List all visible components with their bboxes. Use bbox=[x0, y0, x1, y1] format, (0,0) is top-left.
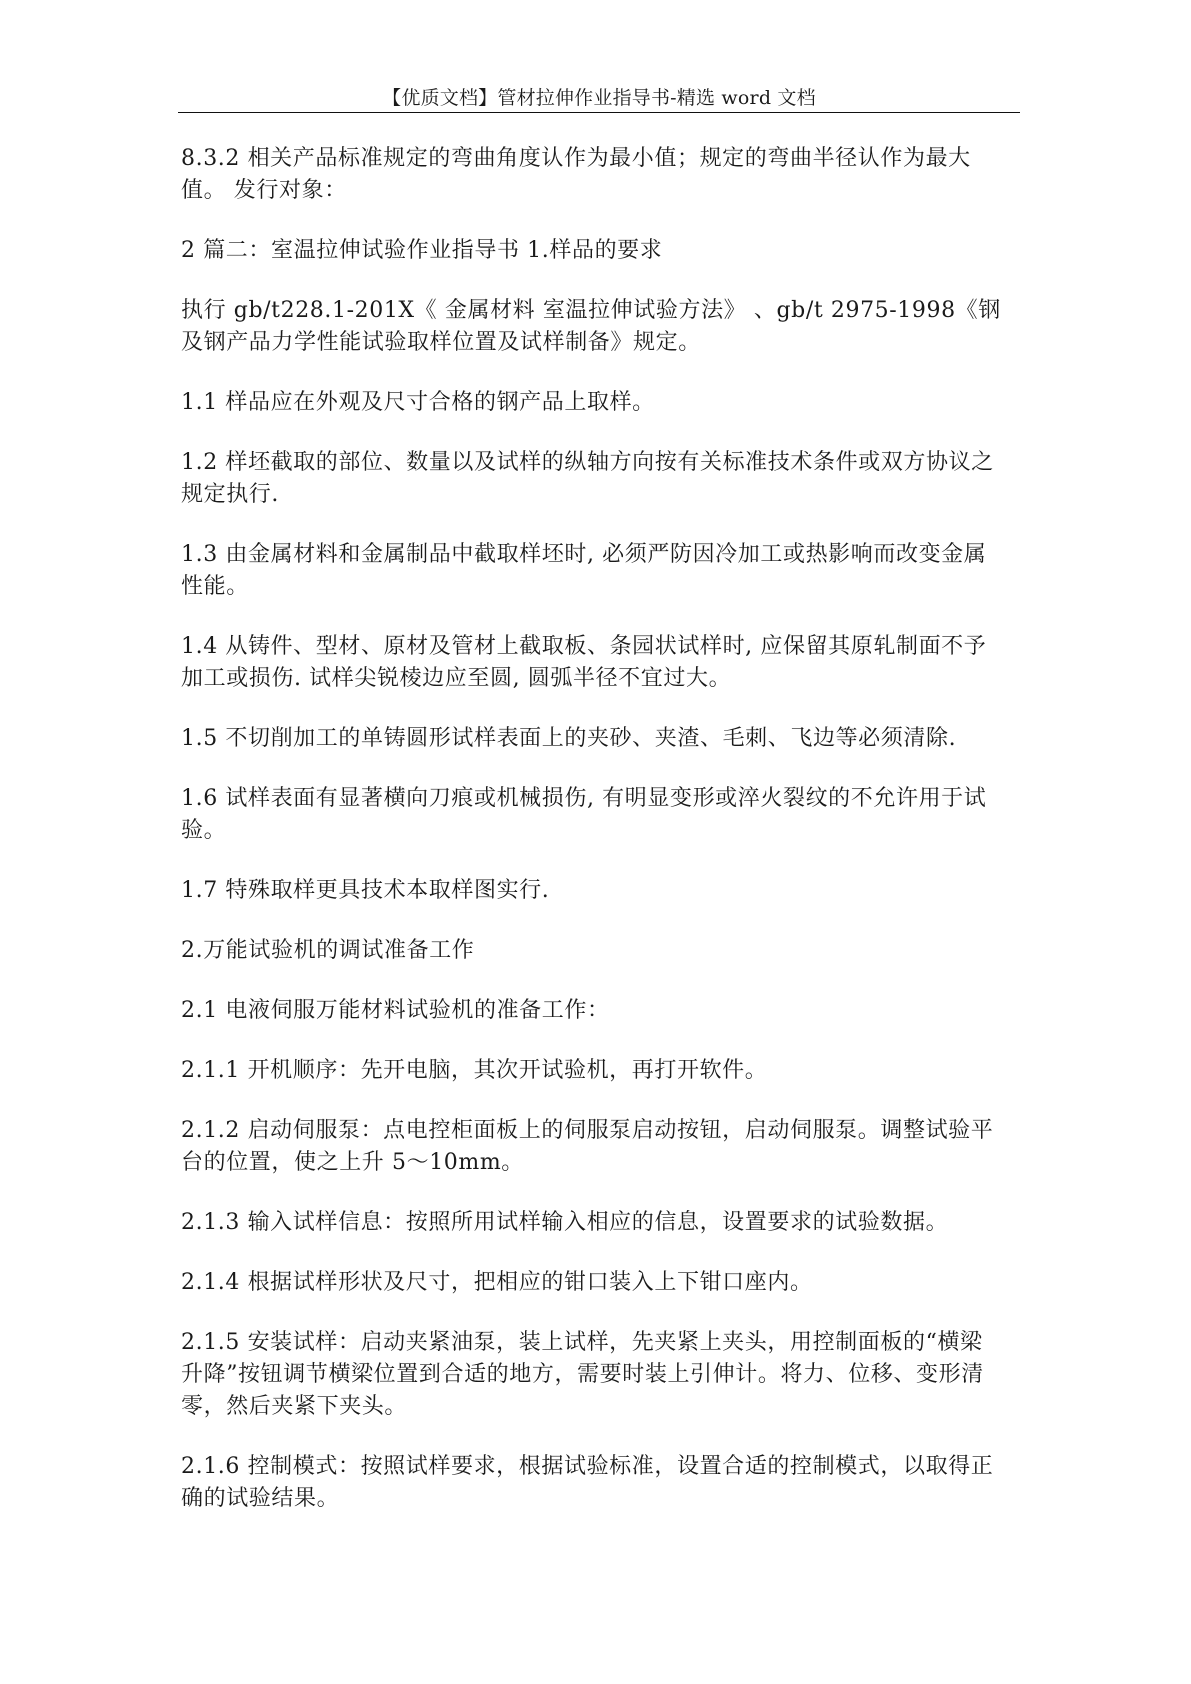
paragraph: 1.2 样坯截取的部位、数量以及试样的纵轴方向按有关标准技术条件或双方协议之规定执行. bbox=[181, 450, 994, 507]
paragraph: 1.3 由金属材料和金属制品中截取样坯时, 必须严防因冷加工或热影响而改变金属性能。 bbox=[181, 542, 987, 599]
paragraph: 2 篇二：室温拉伸试验作业指导书 1.样品的要求 bbox=[181, 238, 663, 263]
paragraph: 2.1.2 启动伺服泵：点电控柜面板上的伺服泵启动按钮，启动伺服泵。调整试验平台的位置，使之上升 5～10mm。 bbox=[181, 1118, 994, 1175]
paragraph: 1.7 特殊取样更具技术本取样图实行. bbox=[181, 878, 550, 903]
paragraph: 1.4 从铸件、型材、原材及管材上截取板、条园状试样时, 应保留其原轧制面不予加工或损伤. 试样尖锐棱边应至圆, 圆弧半径不宜过大。 bbox=[181, 634, 987, 691]
paragraph: 2.1.1 开机顺序：先开电脑，其次开试验机，再打开软件。 bbox=[181, 1058, 768, 1083]
paragraph: 2.1.3 输入试样信息：按照所用试样输入相应的信息，设置要求的试验数据。 bbox=[181, 1210, 949, 1235]
paragraph: 2.1 电液伺服万能材料试验机的准备工作： bbox=[181, 998, 610, 1023]
paragraph: 1.6 试样表面有显著横向刀痕或机械损伤, 有明显变形或淬火裂纹的不允许用于试验。 bbox=[181, 786, 987, 843]
paragraph: 2.万能试验机的调试准备工作 bbox=[181, 938, 475, 963]
paragraph: 1.1 样品应在外观及尺寸合格的钢产品上取样。 bbox=[181, 390, 655, 415]
page-header: 【优质文档】管材拉伸作业指导书-精选 word 文档 bbox=[178, 88, 1020, 113]
paragraph: 执行 gb/t228.1-201X《 金属材料 室温拉伸试验方法》 、gb/t 2975-1998《钢及钢产品力学性能试验取样位置及试样制备》规定。 bbox=[181, 298, 1001, 355]
paragraph: 1.5 不切削加工的单铸圆形试样表面上的夹砂、夹渣、毛刺、飞边等必须清除. bbox=[181, 726, 957, 751]
paragraph: 2.1.5 安装试样：启动夹紧油泵，装上试样，先夹紧上夹头，用控制面板的“横梁升降”按钮调节横梁位置到合适的地方，需要时装上引伸计。将力、位移、变形清零，然后夹紧下夹头。 bbox=[181, 1330, 984, 1419]
document-body bbox=[181, 143, 1001, 1543]
paragraph: 8.3.2 相关产品标准规定的弯曲角度认作为最小值；规定的弯曲半径认作为最大值。 发行对象： bbox=[181, 146, 971, 203]
paragraph: 2.1.6 控制模式：按照试样要求，根据试验标准，设置合适的控制模式，以取得正确的试验结果。 bbox=[181, 1454, 994, 1511]
paragraph: 2.1.4 根据试样形状及尺寸，把相应的钳口装入上下钳口座内。 bbox=[181, 1270, 813, 1295]
